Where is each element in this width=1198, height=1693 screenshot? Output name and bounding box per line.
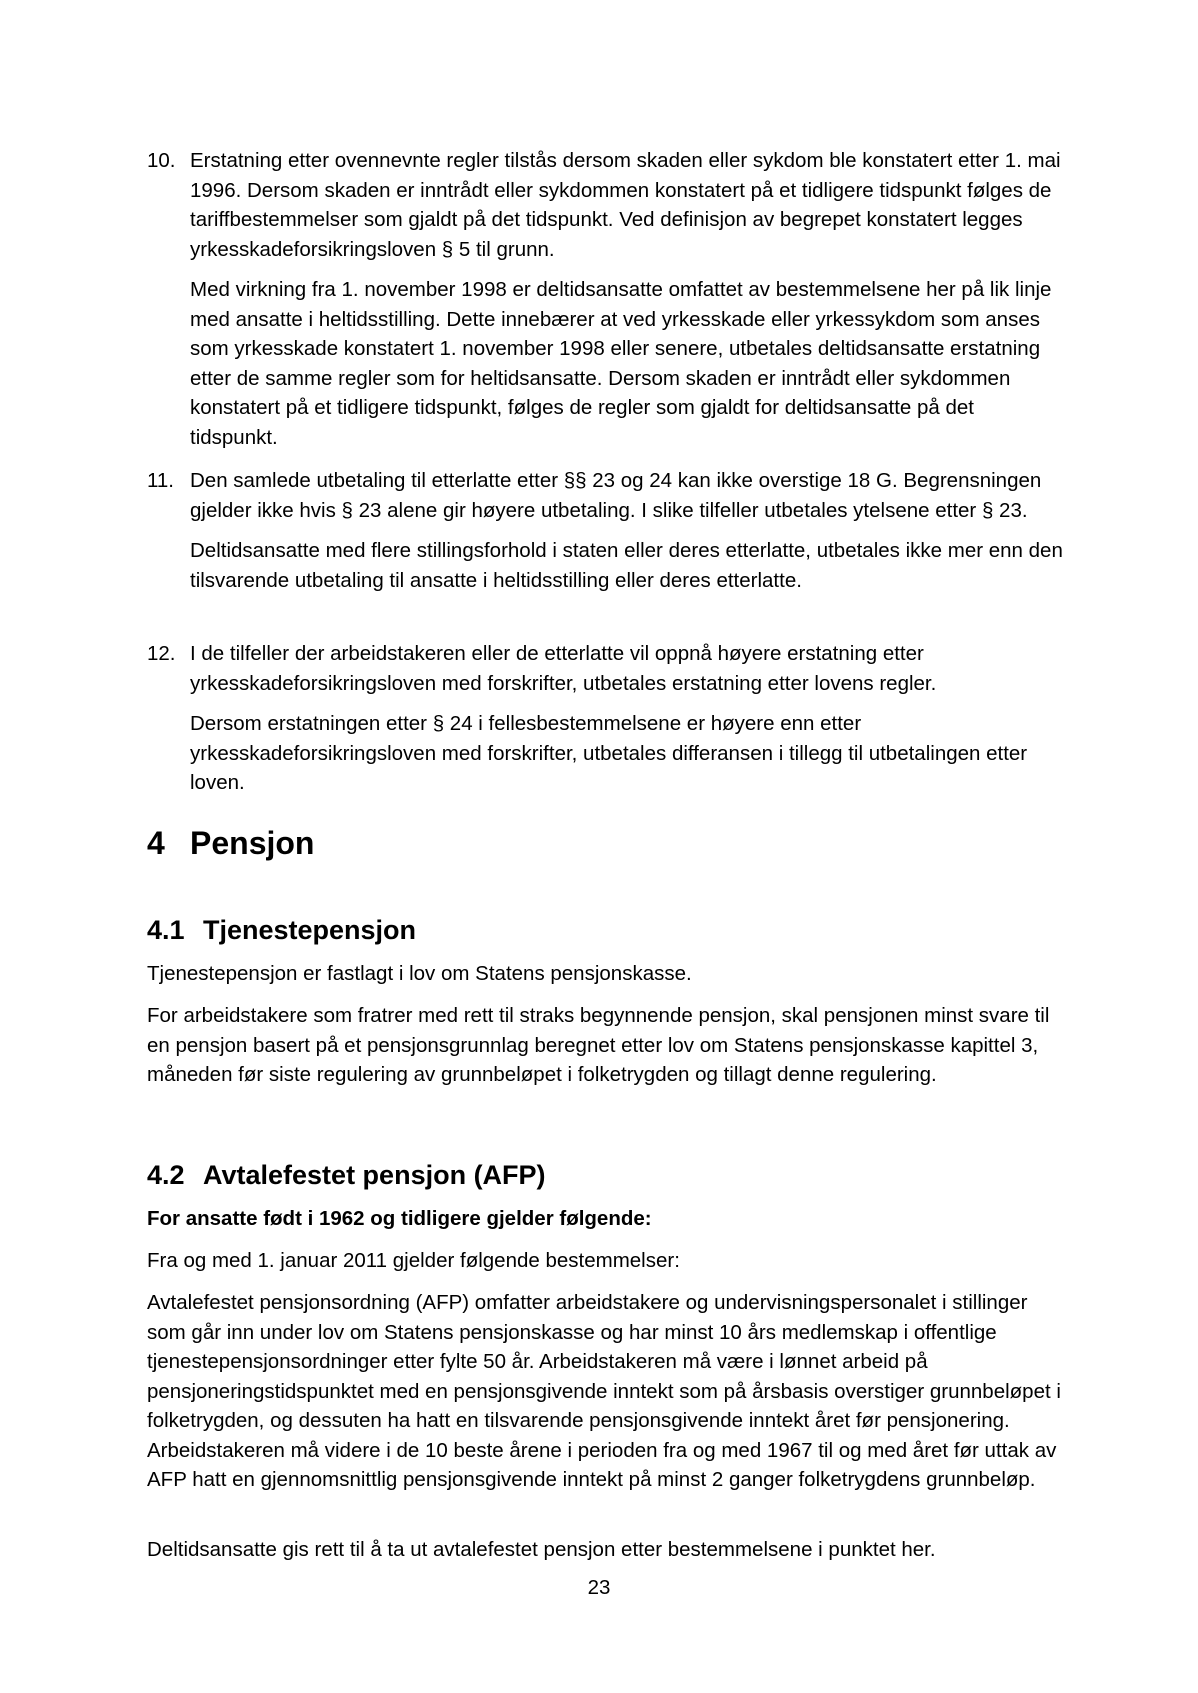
paragraph: For arbeidstakere som fratrer med rett til straks begynnende pensjon, skal pensjonen minst svare til en pensjon basert på et pensjonsgrunnlag beregnet etter lov om Statens pensjonskasse kapittel 3, måneden før siste regulering av grunnbeløpet i folketrygden og tillagt denne regulering. <box>147 1004 1050 1086</box>
list-item-paragraph: Deltidsansatte med flere stillingsforhold i staten eller deres etterlatte, utbetales ikke mer enn den tilsvarende utbetaling til ansatte i heltidsstilling eller deres etterlatte. <box>190 539 1063 592</box>
list-item-paragraph: Den samlede utbetaling til etterlatte etter §§ 23 og 24 kan ikke overstige 18 G. Begrensningen gjelder ikke hvis § 23 alene gir høyere utbetaling. I slike tilfeller utbetales ytelsene etter § 23. <box>190 469 1042 522</box>
section-title: Tjenestepensjon <box>203 915 417 945</box>
list-item-paragraph: Erstatning etter ovennevnte regler tilstås dersom skaden eller sykdom ble konstatert etter 1. mai 1996. Dersom skaden er inntrådt eller sykdommen konstatert på et tidligere tidspunkt følges de tariffbestemmelser som gjaldt på det tidspunkt. Ved definisjon av begrepet konstatert legges yrkesskadeforsikringsloven § 5 til grunn. <box>190 149 1061 261</box>
list-item-11 <box>147 466 1067 595</box>
list-item-12 <box>147 639 1067 798</box>
section-number: 4.2 <box>147 1160 185 1190</box>
section-number: 4.1 <box>147 915 185 945</box>
list-item-paragraph: Med virkning fra 1. november 1998 er deltidsansatte omfattet av bestemmelsene her på lik linje med ansatte i heltidsstilling. Dette innebærer at ved yrkesskade eller yrkessykdom som anses som yrkesskade konstatert 1. november 1998 eller senere, utbetales deltidsansatte erstatning etter de samme regler som for heltidsansatte. Dersom skaden er inntrådt eller sykdommen konstatert på et tidligere tidspunkt, følges de regler som gjaldt for deltidsansatte på det tidspunkt. <box>190 278 1052 449</box>
page-number: 23 <box>587 1576 611 1599</box>
bold-subheading: For ansatte født i 1962 og tidligere gjelder følgende: <box>147 1207 652 1230</box>
section-heading-4 <box>147 823 314 863</box>
paragraph: Tjenestepensjon er fastlagt i lov om Statens pensjonskasse. <box>147 962 692 985</box>
list-item-10 <box>147 146 1067 452</box>
list-item-number: 10. <box>147 149 176 172</box>
paragraph: Fra og med 1. januar 2011 gjelder følgende bestemmelser: <box>147 1249 680 1272</box>
section-title: Avtalefestet pensjon (AFP) <box>203 1160 546 1190</box>
section-heading-4-2 <box>147 1158 546 1192</box>
list-item-paragraph: Dersom erstatningen etter § 24 i fellesbestemmelsene er høyere enn etter yrkesskadeforsikringsloven med forskrifter, utbetales differansen i tillegg til utbetalingen etter loven. <box>190 712 1028 794</box>
list-item-paragraph: I de tilfeller der arbeidstakeren eller de etterlatte vil oppnå høyere erstatning etter yrkesskadeforsikringsloven med forskrifter, utbetales erstatning etter lovens regler. <box>190 642 937 695</box>
paragraph: Avtalefestet pensjonsordning (AFP) omfatter arbeidstakere og undervisningspersonalet i stillinger som går inn under lov om Statens pensjonskasse og har minst 10 års medlemskap i offentlige tjenestepensjonsordninger etter fylte 50 år. Arbeidstakeren må være i lønnet arbeid på pensjoneringstidspunktet med en pensjonsgivende inntekt som på årsbasis overstiger grunnbeløpet i folketrygden, og dessuten ha hatt en tilsvarende pensjonsgivende inntekt året før pensjonering. Arbeidstakeren må videre i de 10 beste årene i perioden fra og med 1967 til og med året før uttak av AFP hatt en gjennomsnittlig pensjonsgivende inntekt på minst 2 ganger folketrygdens grunnbeløp. <box>147 1291 1061 1491</box>
paragraph: Deltidsansatte gis rett til å ta ut avtalefestet pensjon etter bestemmelsene i punktet her. <box>147 1538 936 1561</box>
list-item-number: 12. <box>147 642 176 665</box>
section-heading-4-1 <box>147 913 416 947</box>
section-number: 4 <box>147 825 165 861</box>
list-item-number: 11. <box>147 469 174 492</box>
section-title: Pensjon <box>190 825 315 861</box>
